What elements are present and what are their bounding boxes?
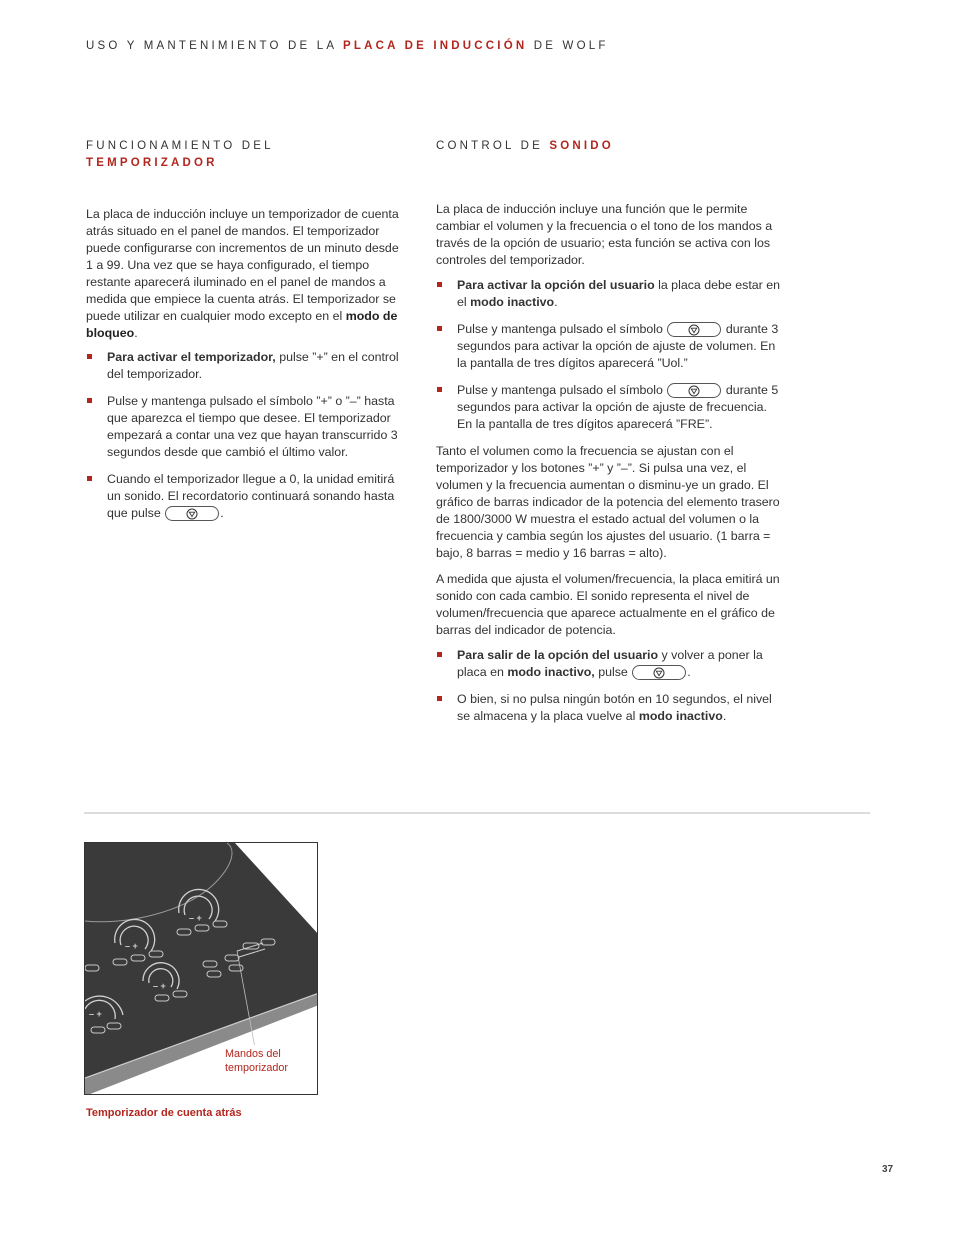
left-column [86,138,406,522]
sound-step-4-text2: pulse [598,665,628,679]
timer-button-icon [667,322,721,337]
svg-text:– +: – + [89,1009,102,1019]
sound-para-3: A medida que ajusta el volumen/frecuencia, la placa emitirá un sonido con cada cambio. El sonido representa el nivel de volumen/frecuencia que aparece actualmente en el gráfico de barras del indicador de potencia. [436,572,780,637]
timer-step-3-end: . [220,506,224,520]
sound-title-prefix: CONTROL DE [436,140,543,152]
timer-intro [86,206,406,342]
timer-button-icon [667,383,721,398]
sound-step-5-bold: modo inactivo [638,709,723,723]
timer-step-2 [86,393,406,461]
sound-section-title [436,138,782,155]
right-column [436,138,782,725]
sound-intro: La placa de inducción incluye una función que le permite cambiar el volumen y la frecuencia o el tono de los mandos a través de la opción de usuario; esta función se activa con los controles del temporizador. [436,202,773,267]
sound-step-1-end: . [554,295,558,309]
sound-step-1-bold: Para activar la opción del usuario [457,278,655,292]
timer-step-1-text: pulse ”+” en el control del temporizador. [107,350,399,381]
section-divider [84,812,870,814]
sound-step-4-bold2: modo inactivo, [507,665,595,679]
page-number: 37 [882,1164,894,1175]
timer-title-line2: TEMPORIZADOR [86,157,218,169]
sound-para-2: Tanto el volumen como la frecuencia se ajustan con el temporizador y los botones ”+” y ”–”. Si pulsa una vez, el volumen y la frecuencia aumentan o disminu-ye un grado. El gráfico de barras indicador de la potencia del elemento trasero de 1800/3000 W muestra el estado actual del volumen o la frecuencia y cambia según los ajustes del usuario. (1 barra = bajo, 8 barras = medio y 16 barras = alto). [436,444,780,560]
timer-title-line1: FUNCIONAMIENTO DEL [86,140,274,152]
sound-title-highlight: SONIDO [549,140,614,152]
timer-intro-text: La placa de inducción incluye un temporizador de cuenta atrás situado en el panel de mandos. El temporizador puede configurarse con incrementos de un minuto desde 1 a 99. Una vez que se haya configurado, el tiempo restante aparecerá iluminado en el panel de mandos a medida que empiece la cuenta atrás. El temporizador se puede utilizar en cualquier modo excepto en el [86,207,399,323]
timer-step-1 [86,349,406,383]
timer-button-icon [632,665,686,680]
timer-step-2-text: Pulse y mantenga pulsado el símbolo ”+” o ”–” hasta que aparezca el tiempo que desee. El temporizador empezará a contar una vez que hayan transcurrido 3 segundos desde que cambió el último valor. [107,394,398,459]
timer-button-icon [165,506,219,521]
sound-step-1-bold2: modo inactivo [470,295,555,309]
sound-step-2 [436,321,782,372]
svg-text:– +: – + [125,941,138,951]
timer-controls-callout [225,1047,288,1075]
cooktop-illustration [84,842,318,1095]
sound-step-4-text: y volver a poner la placa en [457,648,763,679]
timer-intro-end: . [134,326,138,340]
callout-line1: Mandos del [225,1048,281,1060]
sound-step-3-text-a: Pulse y mantenga pulsado el símbolo [457,383,663,397]
sound-step-4-bold: Para salir de la opción del usuario [457,648,659,662]
sound-step-3 [436,382,782,433]
timer-intro-bold: modo de bloqueo [86,309,398,340]
header-suffix: DE WOLF [533,40,609,52]
callout-line2: temporizador [225,1062,289,1074]
svg-text:– +: – + [189,913,202,923]
sound-step-5-text: O bien, si no pulsa ningún botón en 10 segundos, el nivel se almacena y la placa vuelve al [457,692,772,723]
timer-step-1-bold: Para activar el temporizador, [107,350,276,364]
sound-step-2-text-b: durante 3 segundos para activar la opción de ajuste de volumen. En la pantalla de tres dígitos aparecerá ”Uol.” [457,322,779,370]
sound-step-3-text-b: durante 5 segundos para activar la opción de ajuste de frecuencia. En la pantalla de tres dígitos aparecerá ”FRE”. [457,383,779,431]
header-highlight: PLACA DE INDUCCIÓN [343,40,528,52]
header-prefix: USO Y MANTENIMIENTO DE LA [86,40,337,52]
sound-step-2-text-a: Pulse y mantenga pulsado el símbolo [457,322,663,336]
sound-step-4 [436,647,782,681]
sound-exit-steps [436,647,782,725]
sound-step-4-end: . [687,665,691,679]
timer-step-3 [86,471,406,522]
sound-step-5-end: . [722,709,727,723]
svg-text:– +: – + [153,981,166,991]
sound-step-1 [436,277,782,311]
sound-step-5 [436,691,782,725]
figure-caption: Temporizador de cuenta atrás [86,1107,242,1119]
sound-step-1-text: la placa debe estar en el [457,278,781,309]
timer-step-3-text: Cuando el temporizador llegue a 0, la unidad emitirá un sonido. El recordatorio continuará sonando hasta que pulse [107,472,395,520]
running-header [86,40,609,52]
timer-steps [86,349,406,522]
timer-section-title [86,138,406,172]
sound-steps [436,277,782,433]
